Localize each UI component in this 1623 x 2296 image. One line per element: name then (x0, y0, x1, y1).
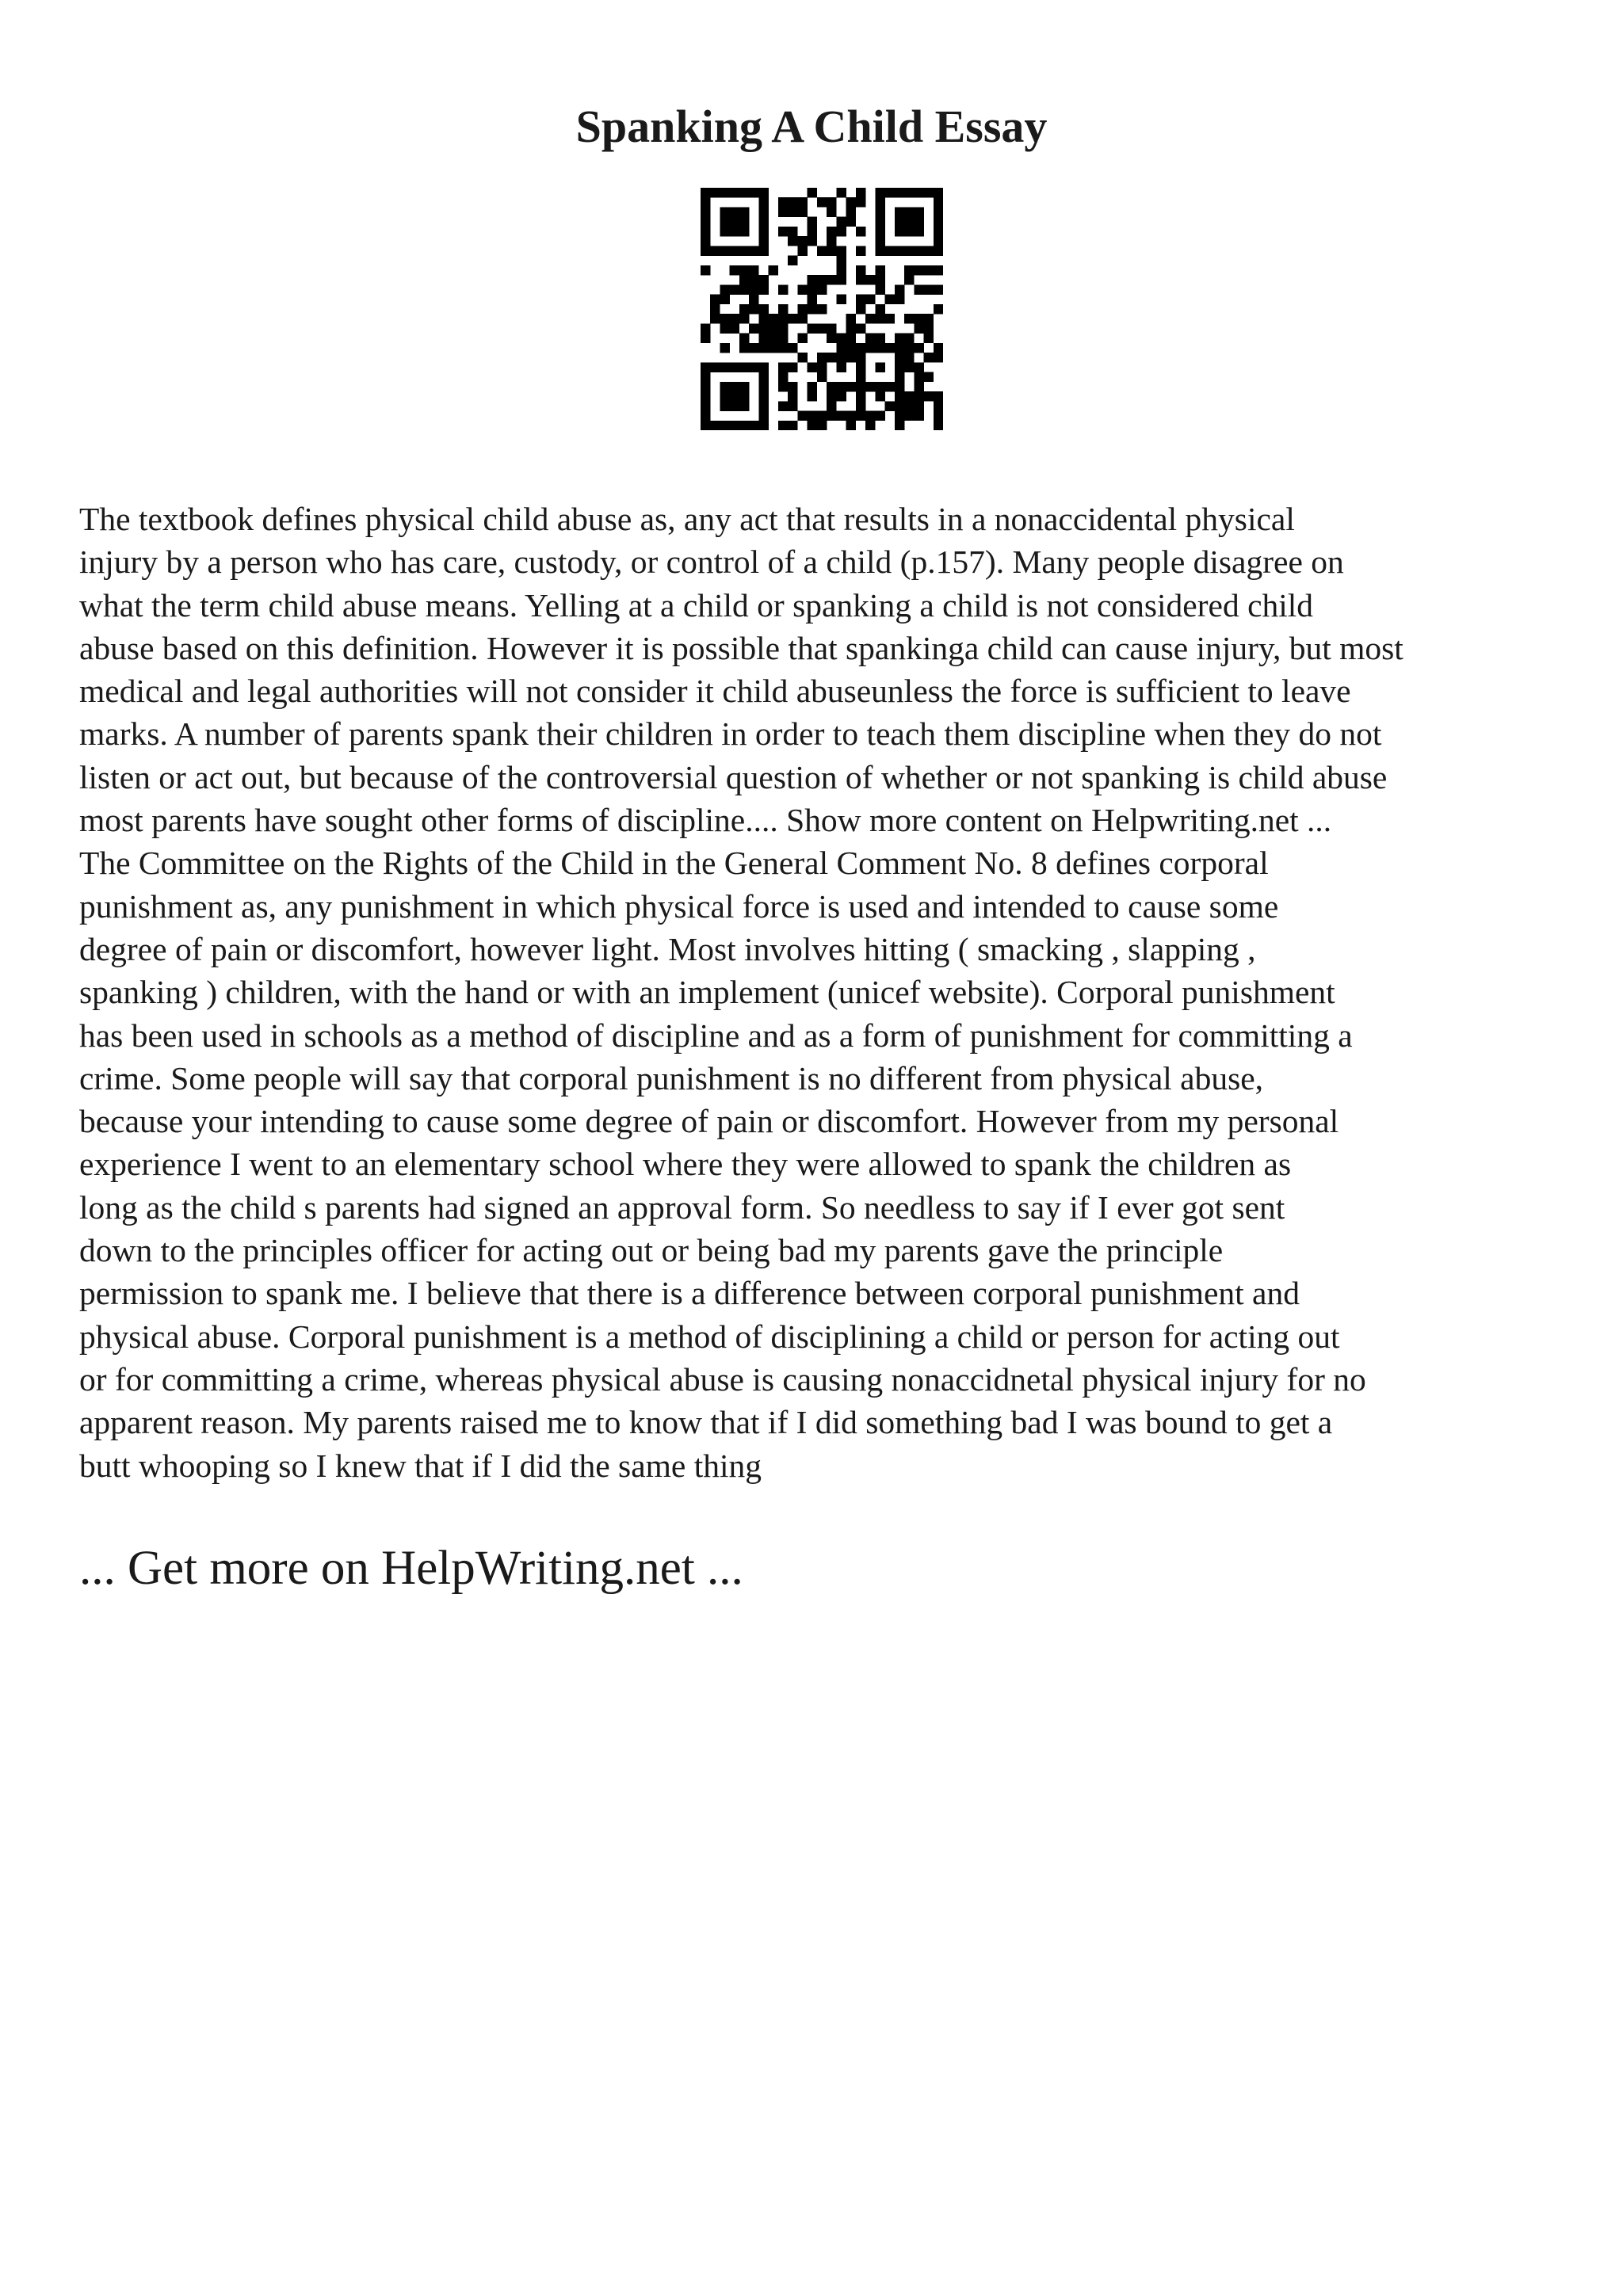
essay-line: punishment as, any punishment in which physical force is used and intended to cause some (79, 887, 1279, 925)
essay-line: permission to spank me. I believe that there is a difference between corporal punishment and (79, 1275, 1300, 1312)
essay-line: has been used in schools as a method of discipline and as a form of punishment for committing a (79, 1016, 1353, 1054)
essay-line: long as the child s parents had signed an approval form. So needless to say if I ever got sent (79, 1188, 1285, 1226)
essay-line: most parents have sought other forms of discipline.... Show more content on Helpwriting.net ... (79, 802, 1332, 839)
essay-line: spanking ) children, with the hand or with an implement (unicef website). Corporal punishment (79, 974, 1335, 1011)
essay-line: or for committing a crime, whereas physical abuse is causing nonaccidnetal physical injury for no (79, 1360, 1366, 1398)
qr-code-icon (701, 188, 943, 430)
essay-line: experience I went to an elementary school where they were allowed to spank the children as (79, 1146, 1292, 1183)
essay-line: marks. A number of parents spank their children in order to teach them discipline when they do not (79, 715, 1382, 753)
essay-line: listen or act out, but because of the controversial question of whether or not spanking is child abuse (79, 758, 1388, 795)
essay-line: degree of pain or discomfort, however light. Most involves hitting ( smacking , slapping , (79, 930, 1256, 967)
essay-line: butt whooping so I knew that if I did the same thing (79, 1447, 762, 1484)
essay-line: injury by a person who has care, custody, or control of a child (p.157). Many people disagree on (79, 543, 1344, 581)
essay-line: what the term child abuse means. Yelling at a child or spanking a child is not considered child (79, 586, 1314, 624)
get-more-link[interactable]: ... Get more on HelpWriting.net ... (79, 1542, 743, 1595)
essay-line: The Committee on the Rights of the Child in the General Comment No. 8 defines corporal (79, 845, 1269, 882)
document-title: Spanking A Child Essay (575, 101, 1048, 152)
essay-line: The textbook defines physical child abuse as, any act that results in a nonaccidental physical (79, 501, 1295, 537)
essay-line: crime. Some people will say that corporal punishment is no different from physical abuse, (79, 1059, 1264, 1097)
essay-line: down to the principles officer for acting out or being bad my parents gave the principle (79, 1232, 1224, 1269)
essay-line: abuse based on this definition. However it is possible that spankinga child can cause injury, but most (79, 629, 1403, 666)
essay-line: apparent reason. My parents raised me to know that if I did something bad I was bound to get a (79, 1404, 1333, 1441)
essay-line: because your intending to cause some degree of pain or discomfort. However from my personal (79, 1103, 1339, 1140)
essay-line: physical abuse. Corporal punishment is a method of disciplining a child or person for acting out (79, 1318, 1340, 1355)
essay-body (79, 498, 1585, 1487)
essay-line: medical and legal authorities will not consider it child abuseunless the force is sufficient to leave (79, 673, 1351, 710)
